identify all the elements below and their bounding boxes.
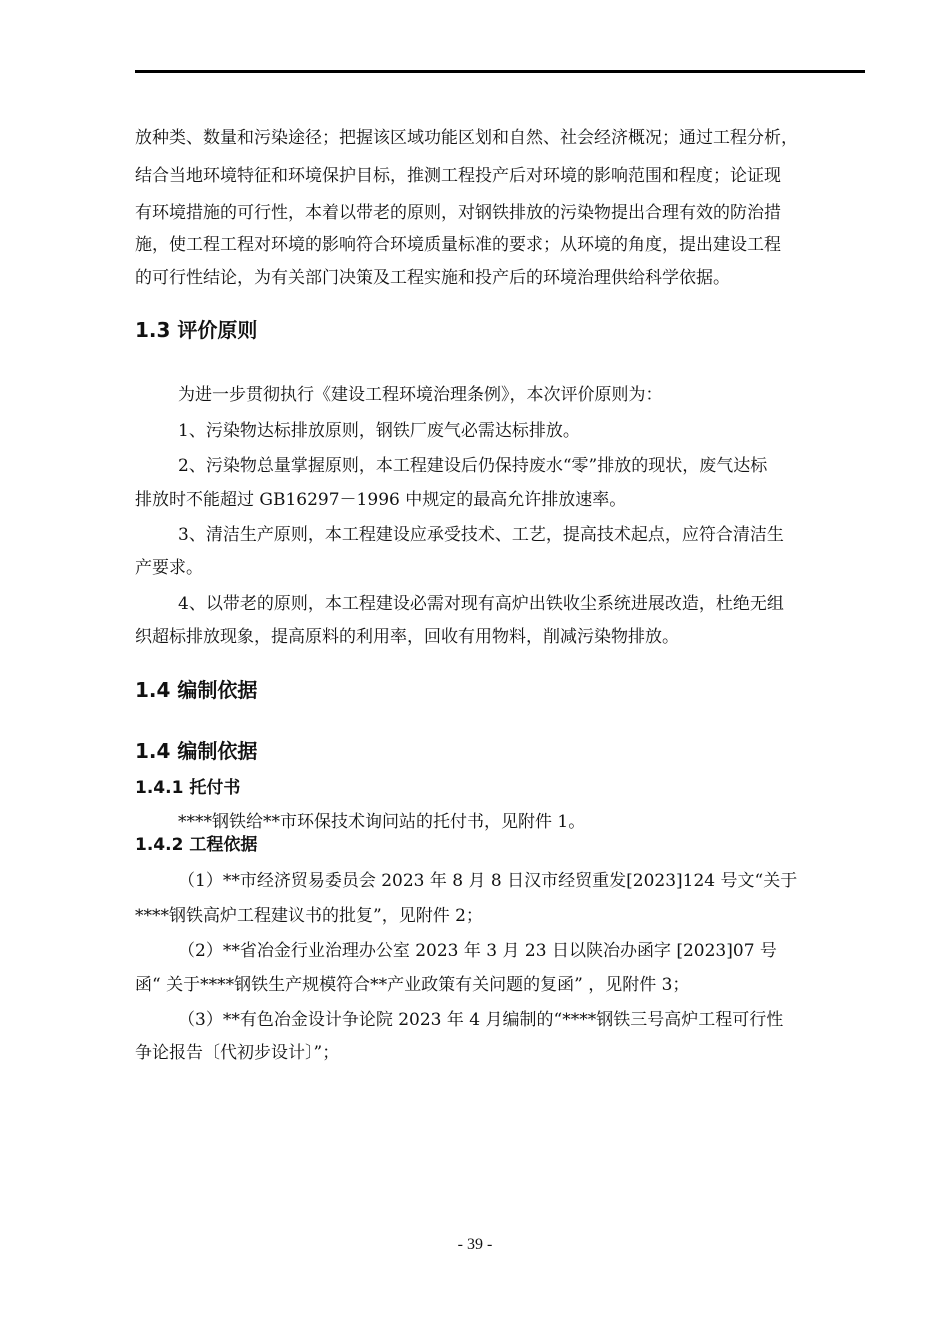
intro-line-5: 的可行性结论，为有关部门决策及工程实施和投产后的环境治理供给科学依据。 bbox=[135, 268, 730, 288]
basis-2-line-1: （2）**省冶金行业治理办公室 2023 年 3 月 23 日以陕冶办函字 [2023]07 号 bbox=[178, 941, 777, 961]
commission-text: ****钢铁给**市环保技术询问站的托付书，见附件 1。 bbox=[178, 812, 586, 832]
heading-1-3: 1.3 评价原则 bbox=[135, 318, 258, 342]
intro-line-3: 有环境措施的可行性，本着以带老的原则，对钢铁排放的污染物提出合理有效的防治措 bbox=[135, 203, 781, 223]
principle-2-line-1: 2、污染物总量掌握原则，本工程建设后仍保持废水“零”排放的现状，废气达标 bbox=[178, 456, 768, 476]
heading-1-4-first: 1.4 编制依据 bbox=[135, 678, 258, 702]
principle-4-line-2: 织超标排放现象，提高原料的利用率，回收有用物料，削减污染物排放。 bbox=[135, 627, 679, 647]
principles-lead: 为进一步贯彻执行《建设工程环境治理条例》，本次评价原则为： bbox=[178, 385, 663, 405]
intro-line-4: 施，使工程工程对环境的影响符合环境质量标准的要求；从环境的角度，提出建设工程 bbox=[135, 235, 781, 255]
principle-3-line-1: 3、清洁生产原则，本工程建设应承受技术、工艺，提高技术起点，应符合清洁生 bbox=[178, 525, 784, 545]
basis-1-line-1: （1）**市经济贸易委员会 2023 年 8 月 8 日汉市经贸重发[2023]124 号文“关于 bbox=[178, 871, 798, 891]
principle-4-line-1: 4、以带老的原则，本工程建设必需对现有高炉出铁收尘系统进展改造，杜绝无组 bbox=[178, 594, 784, 614]
intro-line-2: 结合当地环境特征和环境保护目标，推测工程投产后对环境的影响范围和程度；论证现 bbox=[135, 166, 781, 186]
header-rule bbox=[135, 70, 865, 73]
basis-3-line-1: （3）**有色冶金设计争论院 2023 年 4 月编制的“****钢铁三号高炉工程可行性 bbox=[178, 1010, 784, 1030]
basis-1-line-2: ****钢铁高炉工程建议书的批复”，见附件 2； bbox=[135, 906, 483, 926]
intro-line-1: 放种类、数量和污染途径；把握该区域功能区划和自然、社会经济概况；通过工程分析， bbox=[135, 128, 798, 148]
page-number: - 39 - bbox=[457, 1236, 493, 1253]
heading-1-4-1: 1.4.1 托付书 bbox=[135, 778, 241, 798]
principle-2-line-2: 排放时不能超过 GB16297－1996 中规定的最高允许排放速率。 bbox=[135, 490, 627, 510]
principle-3-line-2: 产要求。 bbox=[135, 558, 203, 578]
heading-1-4-second: 1.4 编制依据 bbox=[135, 739, 258, 763]
principle-1: 1、污染物达标排放原则，钢铁厂废气必需达标排放。 bbox=[178, 421, 580, 441]
basis-3-line-2: 争论报告〔代初步设计〕”； bbox=[135, 1043, 340, 1063]
basis-2-line-2: 函“ 关于****钢铁生产规模符合**产业政策有关问题的复函” ，见附件 3； bbox=[135, 975, 690, 995]
heading-1-4-2: 1.4.2 工程依据 bbox=[135, 835, 258, 855]
